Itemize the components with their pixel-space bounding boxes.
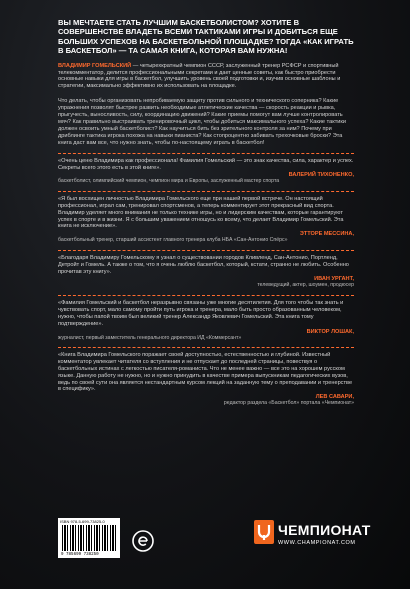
author-bio [58,63,354,91]
testimonial-author: ИВАН УРГАНТ, [314,276,354,283]
testimonial-author: ВАЛЕРИЙ ТИХОНЕНКО, [288,172,354,179]
testimonial-quote: «Фамилия Гомельский и баскетбол неразрывно связаны уже многие десятилетия. Для того чтобы так знать и чувствовать спорт, мало самому пройти путь игрока и тренера, мало быть просто образованным человеком, нужно, чтобы папой твоим был великий тренер Александр Яковлевич Гомельский. Эта книга тому подтверждение». [58,299,344,327]
testimonial-role: телеведущий, актер, шоумен, продюсер [257,282,354,289]
isbn-label: ISBN 978-5-699-73825-0 [60,519,105,524]
testimonial-role: редактор раздела «Баскетбол» портала «Чемпионат» [223,400,354,407]
testimonial-role: журналист, первый заместитель генерального директора ИД «Коммерсант» [58,334,242,341]
cover-text [58,18,354,413]
headline: ВЫ МЕЧТАЕТЕ СТАТЬ ЛУЧШИМ БАСКЕТБОЛИСТОМ? ХОТИТЕ В СОВЕРШЕНСТВЕ ВЛАДЕТЬ ВСЕМИ ТАКТИКАМИ ИГРЫ И ДОБИТЬСЯ ЕЩЕ БОЛЬШИХ УСПЕХОВ НА БАСКЕТБОЛЬНОЙ ПЛОЩАДКЕ? ТОГДА «КАК ИГРАТЬ В БАСКЕТБОЛ» — ТА САМАЯ КНИГА, КОТОРАЯ ВАМ НУЖНА! [58,18,354,56]
testimonial-author: ЭТТОРЕ МЕССИНА, [299,231,354,238]
testimonial-author: ЛЕВ САВАРИ, [315,394,354,401]
divider [58,153,354,154]
testimonial-quote: «Очень ценю Владимира как профессионала! Фамилия Гомельский — это знак качества, сила, характер и успех. Секреты всего этого есть в этой книге». [58,157,354,171]
barcode-bars [62,525,116,551]
author-bio-text: — четырехкратный чемпион СССР, заслуженный тренер РСФСР и спортивный телекомментатор, делится профессиональными секретами и дает ценные советы, как быстро приобрести основные навыки для игры в баскетбол, улучшить уровень своей подготовки и, изучив основные шаблоны и стратегии, максимально эффективно их использовать на площадке. [58,62,341,90]
testimonial-quote: «Я был восхищен личностью Владимира Гомельского еще при нашей первой встрече. Он настоящий профессионал, играл сам, тренировал спортсменов, а теперь комментирует этот прекрасный вид спорта. Владимир уделяет много внимания не только технике игры, но и лидерским качествам, которые гарантируют успех в спорте и в жизни. Я с большим уважением отношусь ко всему, что делает Владимир Гомельский. Эта книга не исключение». [58,195,344,230]
testimonial-role: баскетбольный тренер, старший ассистент главного тренера клуба НБА «Сан-Антонио Спёрс» [58,237,288,244]
divider [58,191,354,192]
divider [58,250,354,251]
barcode [58,518,120,558]
testimonial-quote: «Книга Владимира Гомельского поражает своей доступностью, естественностью и глубиной. Известный комментатор увлекает читателя со вступления и не отпускает до последней страницы, повествуя о баскетбольных истинах с легкостью писателя-романиста. Что не менее важно — все это на хорошем русском языке. Данную работу не нужно, но и нужно принудить в качестве примера выпускникам педагогических вузов, ведь по своей сути она является нестандартным курсом лекций на заданную тему о преподавании и тренерстве в специфику». [58,351,353,393]
partner-name: ЧЕМПИОНАТ [278,522,371,538]
footer [0,510,410,589]
testimonial-role: баскетболист, олимпийский чемпион, чемпион мира и Европы, заслуженный мастер спорта [58,178,280,185]
author-name: ВЛАДИМИР ГОМЕЛЬСКИЙ [58,62,132,69]
testimonial-quote: «Благодаря Владимиру Гомельскому я узнал о существовании городов Кливленд, Сан-Антонио, Портленд, Детройт и Гомель. А также о том, что я очень люблю баскетбол, который, кстати, странно не любить. Особенно прочитав эту книгу». [58,254,349,275]
championat-logo [254,516,371,560]
divider [58,347,354,348]
book-questions: Что делать, чтобы организовать непробиваемую защиту против сильного и технического соперника? Какие упражнения позволят быстрее развить необходимые атлетические качества — скорость реакции и рывка, прыгучесть, выносливость, силу, координацию движений? Какие приемы помогут вам лучше контролировать мяч? Как правильно выстраивать тренировочный цикл, чтобы добиться максимального успеха? Какие тактики должен освоить умный баскетболист? Как научиться бить без зрительного контроля за ним? Почему при дриблинге тактика игрока похожа на навыки пианиста? Как стопроцентно забивать трехочковые броски? Эта книга даст вам все, что нужно знать, чтобы по-настоящему играть в баскетбол! [58,98,346,146]
testimonial-author: ВИКТОР ЛОШАК, [306,328,354,335]
championat-logo-icon [254,520,274,544]
partner-url: WWW.CHAMPIONAT.COM [278,540,356,546]
eksmo-logo-icon [132,530,154,552]
isbn-digits: 9 785699 738250 [61,553,99,557]
divider [58,295,354,296]
